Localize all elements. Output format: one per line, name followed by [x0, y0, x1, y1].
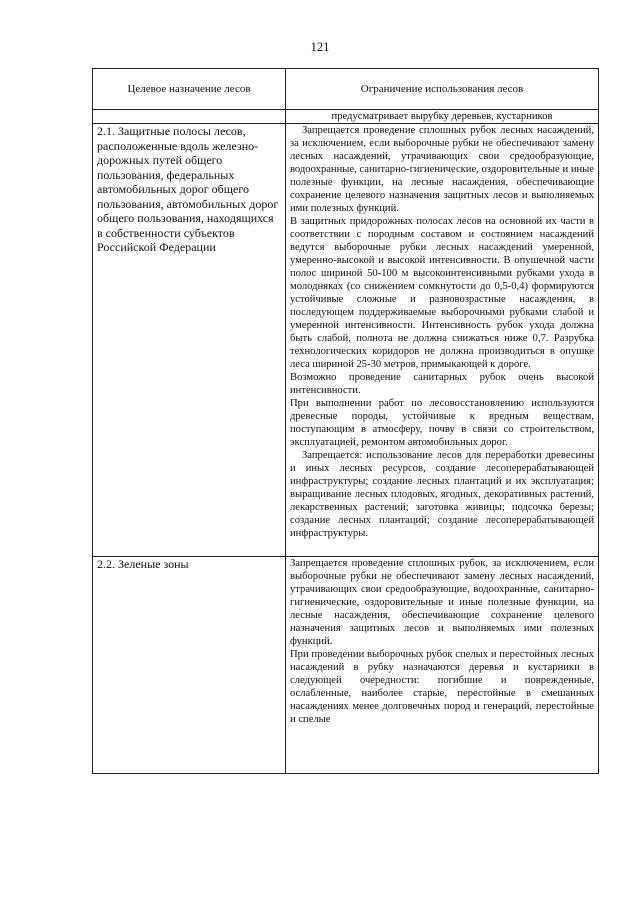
- restriction-paragraph: Запрещается: использование лесов для переработки древесины и иных лесных ресурсов, создание лесоперерабатывающей инфраструктуры; создание лесных плантаций и их эксплуатация; выращивание лесных плодовых, ягодных, декоративных растений, лекарственных растений; заготовка живицы; подсочка березы; создание лесных плантаций; создание лесоперерабатывающей инфраструктуры.: [290, 450, 594, 539]
- page-number: 121: [310, 40, 330, 54]
- table-row: [93, 557, 599, 774]
- restriction-cell: [286, 124, 599, 557]
- restriction-paragraph: В защитных придорожных полосах лесов на основной их части в соответствии с породным составом и состоянием насаждений ведутся выборочные рубки лесных насаждений умеренной, умеренно-высокой и высокой интенсивности. В опушечной части полос шириной 50-100 м высокоинтенсивными рубками ухода в молодняках (со снижением сомкнутости до 0,5-0,4) формируются устойчивые сложные и разновозрастные насаждения, в последующем поддерживаемые выборочными рубками слабой и умеренной интенсивности. Интенсивность рубок ухода должна быть слабой, полнота не должна снижаться ниже 0,7. Разрубка технологических коридоров не должна производиться в опушке леса шириной 25-30 метров, примыкающей к дороге.: [290, 216, 594, 370]
- continuation-row: [93, 110, 599, 124]
- restriction-paragraph: Возможно проведение санитарных рубок очень высокой интенсивности.: [290, 372, 594, 396]
- restriction-paragraph: При проведении выборочных рубок спелых и перестойных лесных насаждений в рубку назначаются деревья и кустарники в следующей очередности: погибшие и поврежденные, ослабленные, наиболее старые, перестойные в смешанных насаждениях менее долговечных пород и генераций, перестойные и спелые: [290, 649, 594, 725]
- forest-restrictions-table: [92, 68, 599, 774]
- continuation-text: предусматривает вырубку деревьев, кустарников: [286, 110, 599, 124]
- header-forest-purpose: Целевое назначение лесов: [93, 69, 286, 110]
- forest-purpose-cell: 2.1. Защитные полосы лесов, расположенные вдоль железно-дорожных путей общего пользования, федеральных автомобильных дорог общего пользования, автомобильных дорог общего пользования, находящихся в собственности субъектов Российской Федерации: [93, 124, 286, 557]
- restriction-paragraph: Запрещается проведение сплошных рубок, за исключением, если выборочные рубки не обеспечивают замену лесных насаждений, утрачивающих свои средообразующие, водоохранные, санитарно-гигиенические, оздоровительные и иные полезные функции, на лесные насаждения, обеспечивающие сохранение целевого назначения защитных лесов и выполняемых ими полезных функций.: [290, 558, 594, 647]
- restriction-paragraph: Запрещается проведение сплошных рубок лесных насаждений, за исключением, если выборочные рубки не обеспечивают замену лесных насаждений, утрачивающих свои средообразующие, водоохранные, санитарно-гигиенические, оздоровительные и иные полезные функции, на лесные насаждения, обеспечивающие сохранение целевого назначения защитных лесов и выполняемых ими полезных функций.: [290, 125, 594, 214]
- continuation-purpose-cell: [93, 110, 286, 124]
- table-header-row: [93, 69, 599, 110]
- forest-purpose-cell: 2.2. Зеленые зоны: [93, 557, 286, 774]
- restriction-cell: [286, 557, 599, 774]
- table-row: [93, 124, 599, 557]
- header-usage-restrictions: Ограничение использования лесов: [286, 69, 599, 110]
- restriction-paragraph: При выполнении работ по лесовосстановлению используются древесные породы, устойчивые к вредным веществам, поступающим в атмосферу, почву в связи со строительством, эксплуатацией, ремонтом автомобильных дорог.: [290, 398, 594, 448]
